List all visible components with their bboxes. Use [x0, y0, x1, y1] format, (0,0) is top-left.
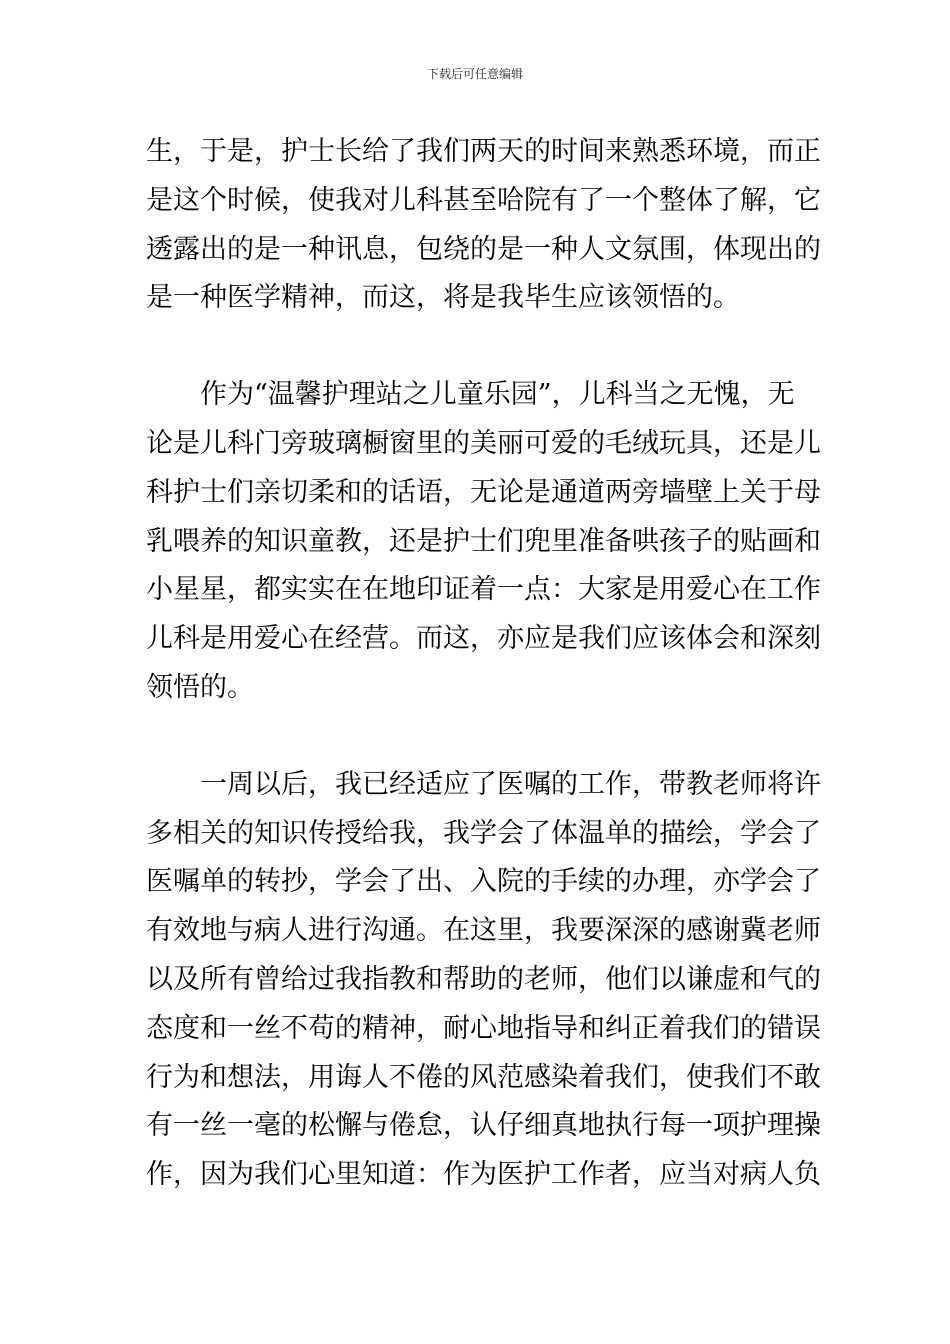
- text-line: 有效地与病人进行沟通。在这里，我要深深的感谢冀老师: [146, 915, 821, 947]
- text-line: 一周以后，我已经适应了医嘱的工作，带教老师将许: [146, 768, 821, 800]
- text-line: 儿科是用爱心在经营。而这，亦应是我们应该体会和深刻: [146, 623, 821, 655]
- text-line: 领悟的。: [146, 671, 254, 703]
- text-line: 多相关的知识传授给我，我学会了体温单的描绘，学会了: [146, 817, 821, 849]
- document-body: [146, 128, 821, 1200]
- text-line: 有一丝一毫的松懈与倦怠，认仔细真地执行每一项护理操: [146, 1110, 821, 1142]
- text-line: 是一种医学精神，而这，将是我毕生应该领悟的。: [146, 282, 740, 314]
- text-line: 医嘱单的转抄，学会了出、入院的手续的办理，亦学会了: [146, 866, 821, 898]
- text-line: 是这个时候，使我对儿科甚至哈院有了一个整体了解，它: [146, 184, 821, 216]
- text-line: 生，于是，护士长给了我们两天的时间来熟悉环境，而正: [146, 136, 821, 167]
- text-line: 透露出的是一种讯息，包绕的是一种人文氛围，体现出的: [146, 233, 821, 265]
- text-line: 论是儿科门旁玻璃橱窗里的美丽可爱的毛绒玩具，还是儿: [146, 427, 821, 459]
- paragraph-3: [146, 761, 821, 1200]
- page-header-note: 下载后可任意编辑: [426, 67, 523, 81]
- text-line: 态度和一丝不苟的精神，耐心地指导和纠正着我们的错误: [146, 1012, 821, 1044]
- text-line: 小星星，都实实在在地印证着一点：大家是用爱心在工作: [146, 574, 821, 606]
- text-line: 科护士们亲切柔和的话语，无论是通道两旁墙壁上关于母: [146, 476, 821, 508]
- paragraph-2: [146, 371, 821, 713]
- text-line: 作为“温馨护理站之儿童乐园”，儿科当之无愧，无: [146, 379, 795, 411]
- paragraph-1: [146, 128, 821, 323]
- text-line: 以及所有曾给过我指教和帮助的老师，他们以谦虚和气的: [146, 963, 821, 995]
- text-line: 乳喂养的知识童教，还是护士们兜里准备哄孩子的贴画和: [146, 525, 821, 557]
- text-line: 行为和想法，用诲人不倦的风范感染着我们，使我们不敢: [146, 1061, 821, 1093]
- text-line: 作，因为我们心里知道：作为医护工作者，应当对病人负: [146, 1159, 821, 1191]
